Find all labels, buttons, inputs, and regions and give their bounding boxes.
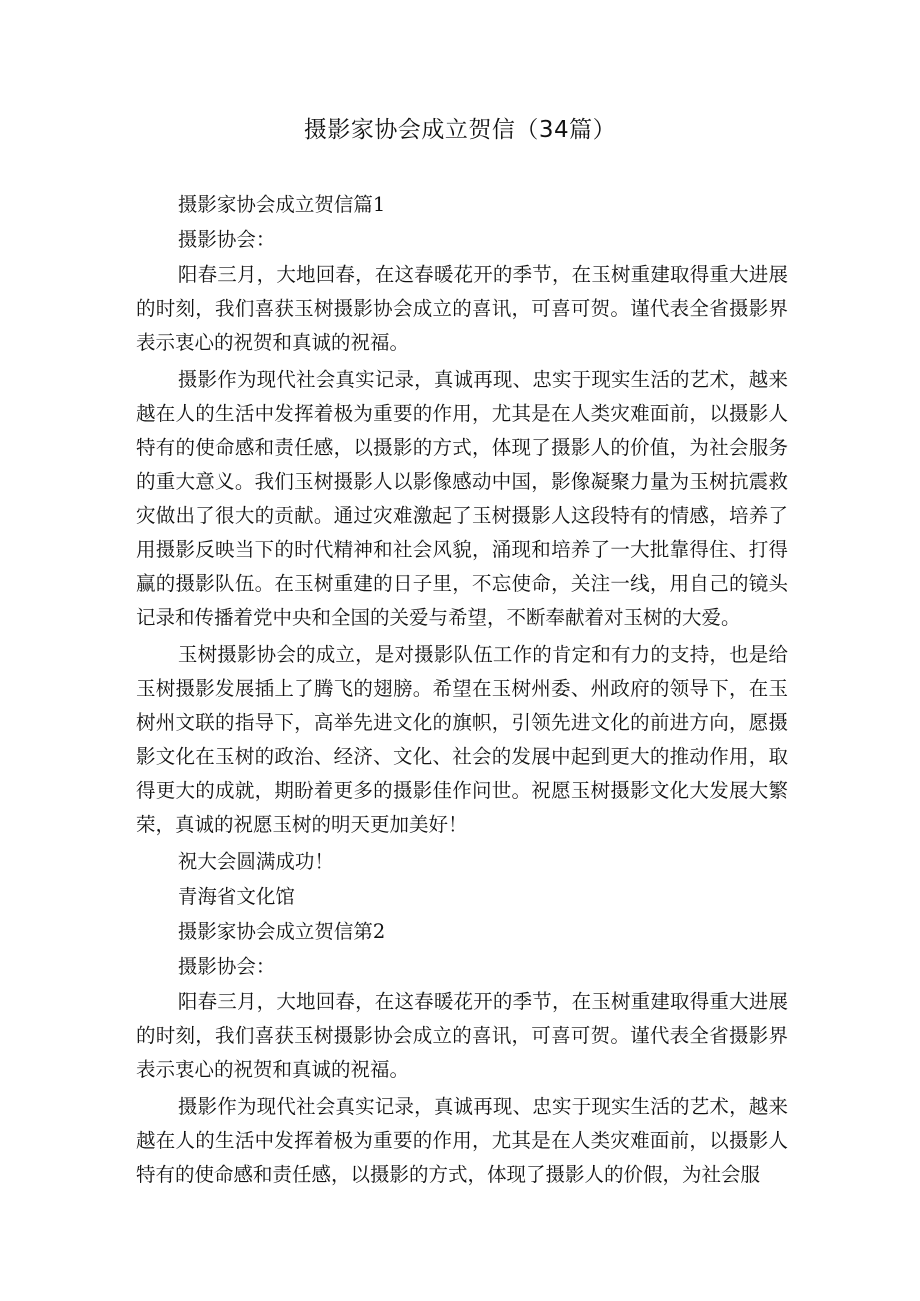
closing-line: 祝大会圆满成功！ [177, 850, 334, 873]
body-paragraph: 摄影作为现代社会真实记录，真诚再现、忠实于现实生活的艺术，越来越在人的生活中发挥着极为重要的作用，尤其是在人类灾难面前，以摄影人特有的使命感和责任感，以摄影的方式，体现了摄影人的价值，为社会服务的重大意义。我们玉树摄影人以影像感动中国，影像凝聚力量为玉树抗震救灾做出了很大的贡献。通过灾难激起了玉树摄影人这段特有的情感，培养了用摄影反映当下的时代精神和社会风貌，涌现和培养了一大批靠得住、打得赢的摄影队伍。在玉树重建的日子里，不忘使命，关注一线，用自己的镜头记录和传播着党中央和全国的关爱与希望，不断奉献着对玉树的大爱。 [136, 368, 788, 629]
section-heading: 摄影家协会成立贺信篇1 [177, 193, 386, 216]
document-title: 摄影家协会成立贺信（34篇） [303, 117, 617, 143]
signature: 青海省文化馆 [177, 885, 295, 908]
body-paragraph: 玉树摄影协会的成立，是对摄影队伍工作的肯定和有力的支持，也是给玉树摄影发展插上了腾飞的翅膀。希望在玉树州委、州政府的领导下，在玉树州文联的指导下，高举先进文化的旗帜，引领先进文化的前进方向，愿摄影文化在玉树的政治、经济、文化、社会的发展中起到更大的推动作用，取得更大的成就，期盼着更多的摄影佳作问世。祝愿玉树摄影文化大发展大繁荣，真诚的祝愿玉树的明天更加美好！ [136, 643, 788, 836]
salutation: 摄影协会： [177, 955, 276, 978]
document-body [136, 188, 788, 1195]
section-heading: 摄影家协会成立贺信第2 [177, 920, 386, 943]
body-paragraph: 阳春三月，大地回春，在这春暖花开的季节，在玉树重建取得重大进展的时刻，我们喜获玉树摄影协会成立的喜讯，可喜可贺。谨代表全省摄影界表示衷心的祝贺和真诚的祝福。 [136, 990, 788, 1081]
body-paragraph: 摄影作为现代社会真实记录，真诚再现、忠实于现实生活的艺术，越来越在人的生活中发挥着极为重要的作用，尤其是在人类灾难面前，以摄影人特有的使命感和责任感，以摄影的方式，体现了摄影人的价假，为社会服 [136, 1095, 788, 1186]
salutation: 摄影协会： [177, 228, 276, 251]
body-paragraph: 阳春三月，大地回春，在这春暖花开的季节，在玉树重建取得重大进展的时刻，我们喜获玉树摄影协会成立的喜讯，可喜可贺。谨代表全省摄影界表示衷心的祝贺和真诚的祝福。 [136, 263, 788, 354]
